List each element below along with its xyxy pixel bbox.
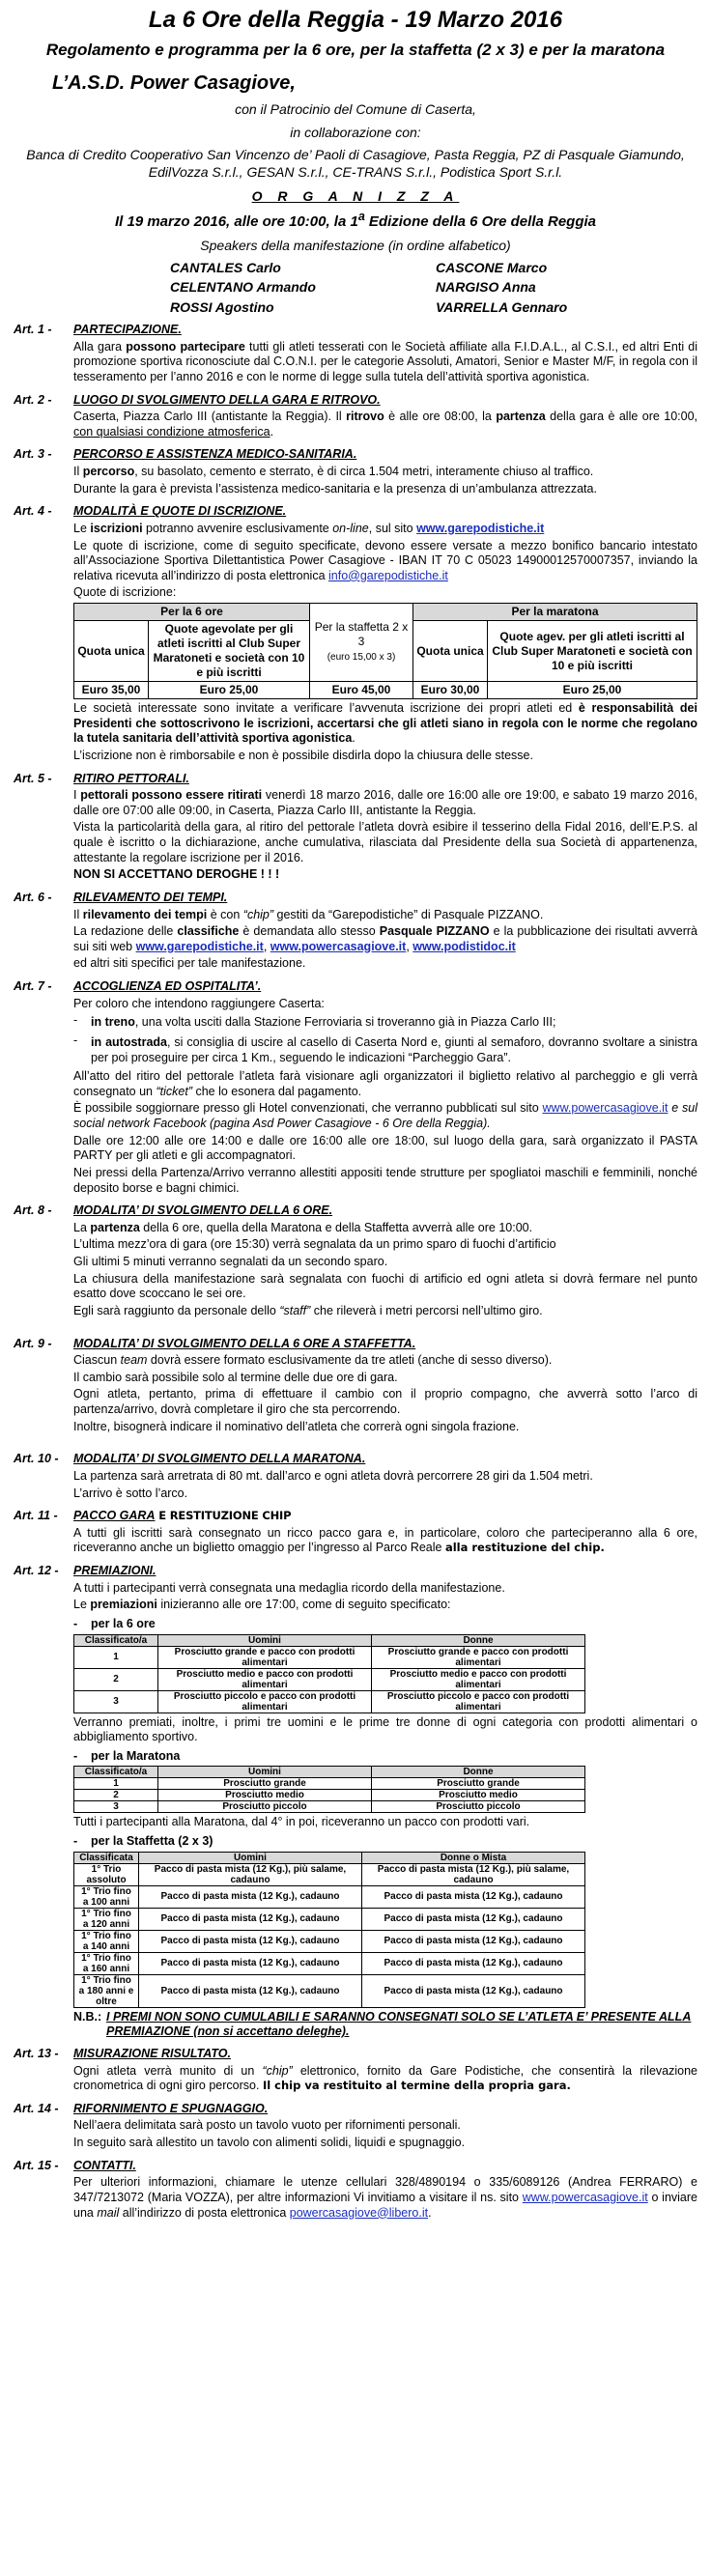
table-row: 1 Prosciutto grande e pacco con prodotti alimentari Prosciutto grande e pacco con prodotti alimentari (74, 1646, 585, 1668)
table-row: 1° Trio assoluto Pacco di pasta mista (12 Kg.), più salame, cadauno Pacco di pasta mista (12 Kg.), più salame, cadauno (74, 1863, 585, 1885)
article-title: ACCOGLIENZA ED OSPITALITA’. (73, 979, 262, 994)
page-subtitle: Regolamento e programma per la 6 ore, per la staffetta (2 x 3) e per la maratona (45, 41, 666, 59)
table-row: 1° Trio fino a 160 anni Pacco di pasta mista (12 Kg.), cadauno Pacco di pasta mista (12 Kg.), cadauno (74, 1952, 585, 1974)
speaker: CANTALES Carlo (170, 260, 281, 276)
article-title: MISURAZIONE RISULTATO. (73, 2046, 231, 2060)
speakers-heading: Speakers della manifestazione (in ordine alfabetico) (200, 237, 511, 253)
article-title: CONTATTI. (73, 2158, 136, 2172)
article-title: MODALITA’ DI SVOLGIMENTO DELLA 6 ORE A STAFFETTA. (73, 1336, 416, 1350)
article-title: PERCORSO E ASSISTENZA MEDICO-SANITARIA. (73, 447, 357, 462)
article-title: RILEVAMENTO DEI TEMPI. (73, 890, 228, 904)
article-10: Art. 10 - MODALITA’ DI SVOLGIMENTO DELLA MARATONA. La partenza sarà arretrata di 80 mt. dall’arco e ogni atleta dovrà percorrere 28 giri da 1.504 metri. L’arrivo è sotto l’arco. (14, 1452, 697, 1503)
table-row: 1° Trio fino a 120 anni Pacco di pasta mista (12 Kg.), cadauno Pacco di pasta mista (12 Kg.), cadauno (74, 1908, 585, 1930)
article-2: Art. 2 - LUOGO DI SVOLGIMENTO DELLA GARA E RITROVO. Caserta, Piazza Carlo III (antistante la Reggia). Il ritrovo è alle ore 08:00, la partenza della gara è alle ore 10:00, con qualsiasi condizione atmosferica. (14, 392, 697, 439)
powercasagiove-link[interactable]: www.powercasagiove.it (522, 2190, 648, 2204)
article-title: PARTECIPAZIONE. (73, 323, 182, 337)
edition-line: Il 19 marzo 2016, alle ore 10:00, la 1$^a$ Edizione della 6 Ore della Reggia (114, 209, 597, 230)
fees-table: Per la 6 ore Per la staffetta 2 x 3 (euro 15,00 x 3) Per la maratona Quota unica Quote agevolate per gli atleti iscritti al Club Super Maratoneti e società con 10 e più iscritti Quota unica Quote agev. per gli atleti iscritti al Club Super Maratoneti e società con 10 e più iscritti Euro 35,00 Euro 25,00 Euro 45,00 Euro 30,00 Euro 25,00 (73, 603, 697, 699)
nb-note: N.B.: I PREMI NON SONO CUMULABILI E SARANNO CONSEGNATI SOLO SE L’ATLETA E’ PRESENTE ALLA PREMIAZIONE (non si accettano deleghe). (73, 2009, 692, 2039)
table-row: 3 Prosciutto piccolo e pacco con prodotti alimentari Prosciutto piccolo e pacco con prodotti alimentari (74, 1690, 585, 1713)
prize-table-6ore: Classificato/a Uomini Donne 1 Prosciutto grande e pacco con prodotti alimentari Prosciutto grande e pacco con prodotti alimentari 2 Prosciutto medio e pacco con prodotti alimentari Prosciutto medio e pacco con prodotti alimentari 3 Prosciutto piccolo e pacco con prodotti alimentari Prosciutto piccolo e pacco con prodotti alimentari (73, 1634, 585, 1713)
table-row: 2 Prosciutto medio e pacco con prodotti alimentari Prosciutto medio e pacco con prodotti alimentari (74, 1668, 585, 1690)
prize-table-maratona: Classificato/a Uomini Donne 1 Prosciutto grande Prosciutto grande 2 Prosciutto medio Prosciutto medio 3 Prosciutto piccolo Prosciutto piccolo (73, 1766, 585, 1813)
speaker: CASCONE Marco (436, 260, 548, 276)
table-row: 1° Trio fino a 100 anni Pacco di pasta mista (12 Kg.), cadauno Pacco di pasta mista (12 Kg.), cadauno (74, 1885, 585, 1908)
article-title: LUOGO DI SVOLGIMENTO DELLA GARA E RITROVO. (73, 392, 381, 407)
list-item: - in autostrada, si consiglia di uscire al casello di Caserta Nord e, giunti al semaforo, dovranno svoltare a sinistra per poi proseguire per circa 1 Km., seguendo le indicazioni “Parcheggio Gara”. (73, 1033, 697, 1064)
list-item: - in treno, una volta usciti dalla Stazione Ferroviaria si troveranno già in Piazza Carlo III; (73, 1013, 556, 1030)
garepodistiche-link[interactable]: www.garepodistiche.it (135, 939, 264, 953)
prize-table-staffetta: Classificata Uomini Donne o Mista 1° Trio assoluto Pacco di pasta mista (12 Kg.), più salame, cadauno Pacco di pasta mista (12 Kg.), più salame, cadauno 1° Trio fino a 100 anni Pacco di pasta mista (12 Kg.), cadauno Pacco di pasta mista (12 Kg.), cadauno 1° Trio fino a 120 anni Pacco di pasta mista (12 Kg.), cadauno Pacco di pasta mista (12 Kg.), cadauno 1° Trio fino a 140 anni Pacco di pasta mista (12 Kg.), cadauno Pacco di pasta mista (12 Kg.), cadauno 1° Trio fino a 160 anni Pacco di pasta mista (12 Kg.), cadauno Pacco di pasta mista (12 Kg.), cadauno 1° Trio fino a 180 anni e oltre Pacco di pasta mista (12 Kg.), cadauno Pacco di pasta mista (12 Kg.), cadauno (73, 1852, 585, 2008)
organizer-name: L’A.S.D. Power Casagiove, (52, 72, 296, 95)
article-11: Art. 11 - PACCO GARA E RESTITUZIONE CHIP A tutti gli iscritti sarà consegnato un ricco pacco gara e, in particolare, coloro che parteciperanno alla 6 ore, riceveranno anche un biglietto omaggio per l’ingresso al Parco Reale alla restituzione del chip. (14, 1509, 697, 1555)
table-row: 1 Prosciutto grande Prosciutto grande (74, 1778, 585, 1790)
table-row: 2 Prosciutto medio Prosciutto medio (74, 1790, 585, 1801)
prize-section-maratona: - per la Maratona (73, 1748, 181, 1763)
article-15: Art. 15 - CONTATTI. Per ulteriori informazioni, chiamare le utenze cellulari 328/4890194 o 335/6089126 (Andrea FERRARO) e 347/7213072 (Maria VOZZA), per altre informazioni Vi invitiamo a visitare il ns. sito www.powercasagiove.it o inviare una mail all’indirizzo di posta elettronica powercasagiove@libero.it. (14, 2158, 697, 2220)
speaker: NARGISO Anna (436, 279, 536, 296)
speakers-list (170, 258, 697, 317)
article-6: Art. 6 - RILEVAMENTO DEI TEMPI. Il rilevamento dei tempi è con “chip” gestiti da “Garepodistiche” di Pasquale PIZZANO. La redazione delle classifiche è demandata allo stesso Pasquale PIZZANO e la pubblicazione dei risultati avverrà sui siti web www.garepodistiche.it, www.powercasagiove.it, www.podistidoc.it ed altri siti specifici per tale manifestazione. (14, 890, 697, 971)
article-3: Art. 3 - PERCORSO E ASSISTENZA MEDICO-SANITARIA. Il percorso, su basolato, cemento e sterrato, è di circa 1.504 metri, interamente chiuso al traffico. Durante la gara è prevista l’assistenza medico-sanitaria e la presenza di un’ambulanza attrezzata. (14, 447, 697, 498)
article-7: Art. 7 - ACCOGLIENZA ED OSPITALITA’. Per coloro che intendono raggiungere Caserta: - in treno, una volta usciti dalla Stazione Ferroviaria si troveranno già in Piazza Carlo III; - in autostrada, si consiglia di uscire al casello di Caserta Nord e, giunti al semaforo, dovranno svoltare a sinistra per poi proseguire per circa 1 Km., seguendo le indicazioni “Parcheggio Gara”. All’atto del ritiro del pettorale l’atleta farà visionare agli organizzatori il biglietto relativo al parcheggio e gli verrà consegnato un “ticket” che lo esonera dal pagamento. È possibile soggiornare presso gli Hotel convenzionati, che verranno pubblicati sul sito www.powercasagiove.it e sul social network Facebook (pagina Asd Power Casagiove - 6 Ore della Reggia). Dalle ore 12:00 alle ore 14:00 e dalle ore 16:00 alle ore 18:00, sul luogo della gara, sarà organizzato il PASTA PARTY per gli atleti e gli accompagnatori. Nei pressi della Partenza/Arrivo verranno allestiti appositi tende strutture per spogliatoi maschili e femminili, nonché deposito borse e bagni chimici. (14, 979, 697, 1195)
article-1: Art. 1 - PARTECIPAZIONE. Alla gara possono partecipare tutti gli atleti tesserati con le Società affiliate alla F.I.D.A.L., al C.S.I., ed altri Enti di promozione sportiva riconosciute dal C.O.N.I. per le categorie Assoluti, Amatori, Senior e Master M/F, in regola con il tesseramento per l’anno 2016 e con le norme di legge sulla tutela dell’attività sportiva agonistica. (14, 323, 697, 383)
article-title: MODALITÀ E QUOTE DI ISCRIZIONE. (73, 504, 287, 519)
table-row: 3 Prosciutto piccolo Prosciutto piccolo (74, 1801, 585, 1813)
organizza-heading: O R G A N I Z Z A (251, 188, 460, 205)
collaboration-line: in collaborazione con: (290, 124, 421, 140)
article-title: PREMIAZIONI. (73, 1564, 156, 1578)
podistidoc-link[interactable]: www.podistidoc.it (412, 939, 516, 953)
garepodistiche-link[interactable]: www.garepodistiche.it (416, 521, 545, 535)
article-9: Art. 9 - MODALITA’ DI SVOLGIMENTO DELLA 6 ORE A STAFFETTA. Ciascun team dovrà essere formato esclusivamente da tre atleti (anche di sesso diverso). Il cambio sarà possibile solo al termine delle due ore di gara. Ogni atleta, pertanto, prima di effettuare il cambio con il proprio compagno, che avverrà sotto l’arco di partenza/arrivo, dovrà completare il giro che sta percorrendo. Inoltre, bisognerà indicare il nominativo dell’atleta che correrà ogni singola frazione. (14, 1336, 697, 1433)
prize-section-6ore: - per la 6 ore (73, 1616, 156, 1630)
page-title: La 6 Ore della Reggia - 19 Marzo 2016 (148, 7, 563, 33)
article-12: Art. 12 - PREMIAZIONI. A tutti i partecipanti verrà consegnata una medaglia ricordo della manifestazione. Le premiazioni inizieranno alle ore 17:00, come di seguito specificato: - per la 6 ore Classificato/a Uomini Donne 1 Prosciutto grande e pacco con prodotti alimentari Prosciutto grande e pacco con prodotti alimentari 2 Prosciutto medio e pacco con prodotti alimentari Prosciutto medio e pacco con prodotti alimentari 3 Prosciutto piccolo e pacco con prodotti alimentari Prosciutto piccolo e pacco con prodotti alimentari Verranno premiati, inoltre, i primi tre uomini e le prime tre donne di ogni categoria con prodotti alimentari o abbigliamento sportivo. - per la Maratona Classificato/a Uomini Donne 1 Prosciutto grande Prosciutto grande 2 Prosciutto medio Prosciutto medio 3 Prosciutto piccolo Prosciutto piccolo Tutti i partecipanti alla Maratona, dal 4° in poi, riceveranno un pacco con prodotti vari. - per la Staffetta (2 x 3) Classificata Uomini Donne o Mista 1° Trio assoluto Pacco di pasta mista (12 Kg.), più salame, cadauno Pacco di pasta mista (12 Kg.), più salame, cadauno 1° Trio fino a 100 anni Pacco di pasta mista (12 Kg.), cadauno Pacco di pasta mista (12 Kg.), cadauno 1° Trio fino a 120 anni Pacco di pasta mista (12 Kg.), cadauno Pacco di pasta mista (12 Kg.), cadauno 1° Trio fino a 140 anni Pacco di pasta mista (12 Kg.), cadauno Pacco di pasta mista (12 Kg.), cadauno 1° Trio fino a 160 anni Pacco di pasta mista (12 Kg.), cadauno Pacco di pasta mista (12 Kg.), cadauno 1° Trio fino a 180 anni e oltre Pacco di pasta mista (12 Kg.), cadauno Pacco di pasta mista (12 Kg.), cadauno N.B.: I PREMI NON SONO CUMULABILI E SARANNO CONSEGNATI SOLO SE L’ATLETA E’ PRESENTE ALLA PREMIAZIONE (non si accettano deleghe). (14, 1564, 697, 2039)
table-row: 1° Trio fino a 140 anni Pacco di pasta mista (12 Kg.), cadauno Pacco di pasta mista (12 Kg.), cadauno (74, 1930, 585, 1952)
article-13: Art. 13 - MISURAZIONE RISULTATO. Ogni atleta verrà munito di un “chip” elettronico, fornito da Gare Podistiche, che consentirà la rilevazione cronometrica di ogni giro percorso. Il chip va restituito al termine della propria gara. (14, 2046, 697, 2093)
article-title: MODALITA’ DI SVOLGIMENTO DELLA 6 ORE. (73, 1203, 333, 1218)
article-title: RIFORNIMENTO E SPUGNAGGIO. (73, 2101, 269, 2115)
article-5: Art. 5 - RITIRO PETTORALI. I pettorali possono essere ritirati venerdì 18 marzo 2016, dalle ore 16:00 alle ore 19:00, e sabato 19 marzo 2016, dalle ore 07:00 alle 09:00, in Caserta, Piazza Carlo III, antistante la Reggia. Vista la particolarità della gara, al ritiro del pettorale l’atleta dovrà esibire il tesserino della Fidal 2016, dell’E.P.S. al quale è iscritto o la dichiarazione, anche cumulativa, rilasciata dal Presidente della sua Società di appartenenza, attestante la regolare iscrizione per il 2016. NON SI ACCETTANO DEROGHE ! ! ! (14, 771, 697, 882)
article-title: MODALITA’ DI SVOLGIMENTO DELLA MARATONA. (73, 1452, 366, 1466)
table-row: 1° Trio fino a 180 anni e oltre Pacco di pasta mista (12 Kg.), cadauno Pacco di pasta mista (12 Kg.), cadauno (74, 1974, 585, 2007)
prize-section-staffetta: - per la Staffetta (2 x 3) (73, 1834, 213, 1849)
speaker: ROSSI Agostino (170, 298, 274, 315)
powercasagiove-link[interactable]: www.powercasagiove.it (270, 939, 407, 953)
powercasagiove-link[interactable]: www.powercasagiove.it (542, 1101, 668, 1116)
speaker: CELENTANO Armando (170, 279, 316, 296)
contact-email-link[interactable]: powercasagiove@libero.it (289, 2205, 429, 2220)
speaker: VARRELLA Gennaro (436, 298, 568, 315)
article-14: Art. 14 - RIFORNIMENTO E SPUGNAGGIO. Nell’aera delimitata sarà posto un tavolo vuoto per rifornimenti personali. In seguito sarà allestito un tavolo con alimenti solidi, liquidi e spugnaggio. (14, 2102, 697, 2153)
article-title: PACCO GARA E RESTITUZIONE CHIP (73, 1509, 292, 1523)
article-title: RITIRO PETTORALI. (73, 771, 189, 785)
article-8: Art. 8 - MODALITA’ DI SVOLGIMENTO DELLA 6 ORE. La partenza della 6 ore, quella della Maratona e della Staffetta avverrà alle ore 10:00. L’ultima mezz’ora di gara (ore 15:30) verrà segnalata da un primo sparo di fuochi d’artificio Gli ultimi 5 minuti verranno segnalati da un secondo sparo. La chiusura della manifestazione sarà segnalata con fuochi di artificio ed ogni atleta si dovrà fermare nel punto esatto dove scoccano le sei ore. Egli sarà raggiunto da personale dello “staff” che rileverà i metri percorsi nell’ultimo giro. (14, 1203, 697, 1317)
regolamento-document (14, 0, 697, 2222)
sponsors-list: Banca di Credito Cooperativo San Vincenzo de’ Paoli di Casagiove, Pasta Reggia, PZ di Pasquale Giamundo, EdilVozza S.r.l., GESAN S.r.l., CE-TRANS S.r.l., Podistica Sport S.r.l. (26, 147, 685, 180)
article-4: Art. 4 - MODALITÀ E QUOTE DI ISCRIZIONE. Le iscrizioni potranno avvenire esclusivamente on-line, sul sito www.garepodistiche.it Le quote di iscrizione, come di seguito specificate, devono essere versate a mezzo bonifico bancario intestato all’Associazione Sportiva Dilettantistica Power Casagiove - IBAN IT 70 C 05023 14900012570007357, inviando la relativa ricevuta all’indirizzo di posta elettronica info@garepodistiche.it Quote di iscrizione: Per la 6 ore Per la staffetta 2 x 3 (euro 15,00 x 3) Per la maratona Quota unica Quote agevolate per gli atleti iscritti al Club Super Maratoneti e società con 10 e più iscritti Quota unica Quote agev. per gli atleti iscritti al Club Super Maratoneti e società con 10 e più iscritti Euro 35,00 Euro 25,00 Euro 45,00 Euro 30,00 Euro 25,00 Le società interessate sono invitate a verificare l’avvenuta iscrizione dei propri atleti ed è responsabilità dei Presidenti che sottoscrivono le iscrizioni, accertarsi che gli atleti siano in regola con le norme che regolano la tutela sanitaria dell’attività sportiva agonistica. L’iscrizione non è rimborsabile e non è possibile disdirla dopo la chiusura delle stesse. (14, 504, 697, 762)
email-link[interactable]: info@garepodistiche.it (328, 568, 448, 582)
patronage-line: con il Patrocinio del Comune di Caserta, (235, 101, 476, 118)
